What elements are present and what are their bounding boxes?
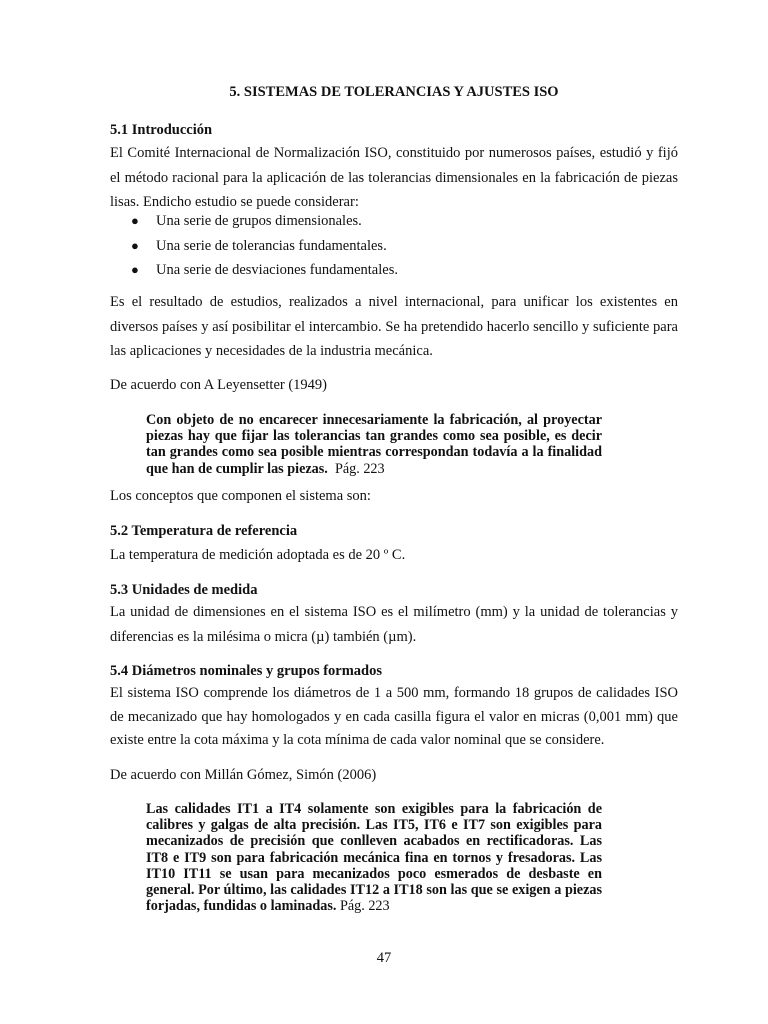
list-item-text: Una serie de tolerancias fundamentales. (156, 237, 387, 254)
section-heading-5-2: 5.2 Temperatura de referencia (110, 523, 298, 539)
quote-page-ref: Pág. 223 (334, 460, 385, 477)
page-title: 5. SISTEMAS DE TOLERANCIAS Y AJUSTES ISO (229, 84, 559, 100)
list-item (110, 234, 678, 259)
quote-page-ref: Pág. 223 (339, 898, 390, 915)
concepts-intro: Los conceptos que componen el sistema son: (110, 488, 371, 504)
page-number: 47 (376, 950, 392, 966)
bullet-icon: ● (131, 262, 139, 277)
list-item-text: Una serie de desviaciones fundamentales. (156, 262, 398, 278)
section-heading-5-3: 5.3 Unidades de medida (110, 582, 258, 598)
intro-bullet-list (110, 209, 678, 283)
units-paragraph: La unidad de dimensiones en el sistema ISO es el milímetro (mm) y la unidad de tolerancias y diferencias es la milésima o micra (µ) también (µm). (110, 604, 678, 645)
citation-leyensetter: De acuerdo con A Leyensetter (1949) (110, 377, 328, 393)
bullet-icon: ● (131, 213, 139, 228)
section-heading-5-4: 5.4 Diámetros nominales y grupos formados (110, 663, 383, 679)
intro-paragraph: El Comité Internacional de Normalización ISO, constituido por numerosos países, estudió y fijó el método racional para la aplicación de las tolerancias dimensionales en la fabricación de piezas lisas. Endicho estudio se puede considerar: (110, 145, 678, 210)
bullet-icon: ● (131, 237, 139, 253)
diameters-paragraph: El sistema ISO comprende los diámetros de 1 a 500 mm, formando 18 grupos de calidades ISO de mecanizado que hay homologados y en cada casilla figura el valor en micras (0,001 mm) que existe entre la cota máxima y la cota mínima de cada valor nominal que se considere. (110, 685, 678, 748)
list-item (110, 209, 678, 234)
quote-text: Con objeto de no encarecer innecesariamente la fabricación, al proyectar piezas hay que fijar las tolerancias tan grandes como sea posible, es decir tan grandes como sea posible mientras correspondan todavía a la finalidad que han de cumplir las piezas. (146, 412, 602, 477)
list-item-text: Una serie de grupos dimensionales. (156, 213, 362, 229)
citation-millan: De acuerdo con Millán Gómez, Simón (2006) (110, 767, 377, 783)
list-item (110, 258, 678, 283)
quote-text: Las calidades IT1 a IT4 solamente son exigibles para la fabricación de calibres y galgas de alta precisión. Las IT5, IT6 e IT7 son exigibles para mecanizados de precisión que conlleven acabados en rectificadoras. Las IT8 e IT9 son para fabricación mecánica fina en tornos y fresadoras. Las IT10 IT11 se usan para mecanizados poco esmerados de desbaste en general. Por último, las calidades IT12 a IT18 son las que se exigen a piezas forjadas, fundidas o laminadas. (146, 801, 602, 915)
temperature-paragraph: La temperatura de medición adoptada es de 20 º C. (110, 547, 406, 563)
section-heading-5-1: 5.1 Introducción (110, 122, 213, 138)
results-paragraph: Es el resultado de estudios, realizados a nivel internacional, para unificar los existentes en diversos países y así posibilitar el intercambio. Se ha pretendido hacerlo sencillo y suficiente para las aplicaciones y necesidades de la industria mecánica. (110, 294, 678, 359)
block-quote-millan (146, 801, 602, 914)
block-quote-leyensetter (146, 412, 602, 477)
